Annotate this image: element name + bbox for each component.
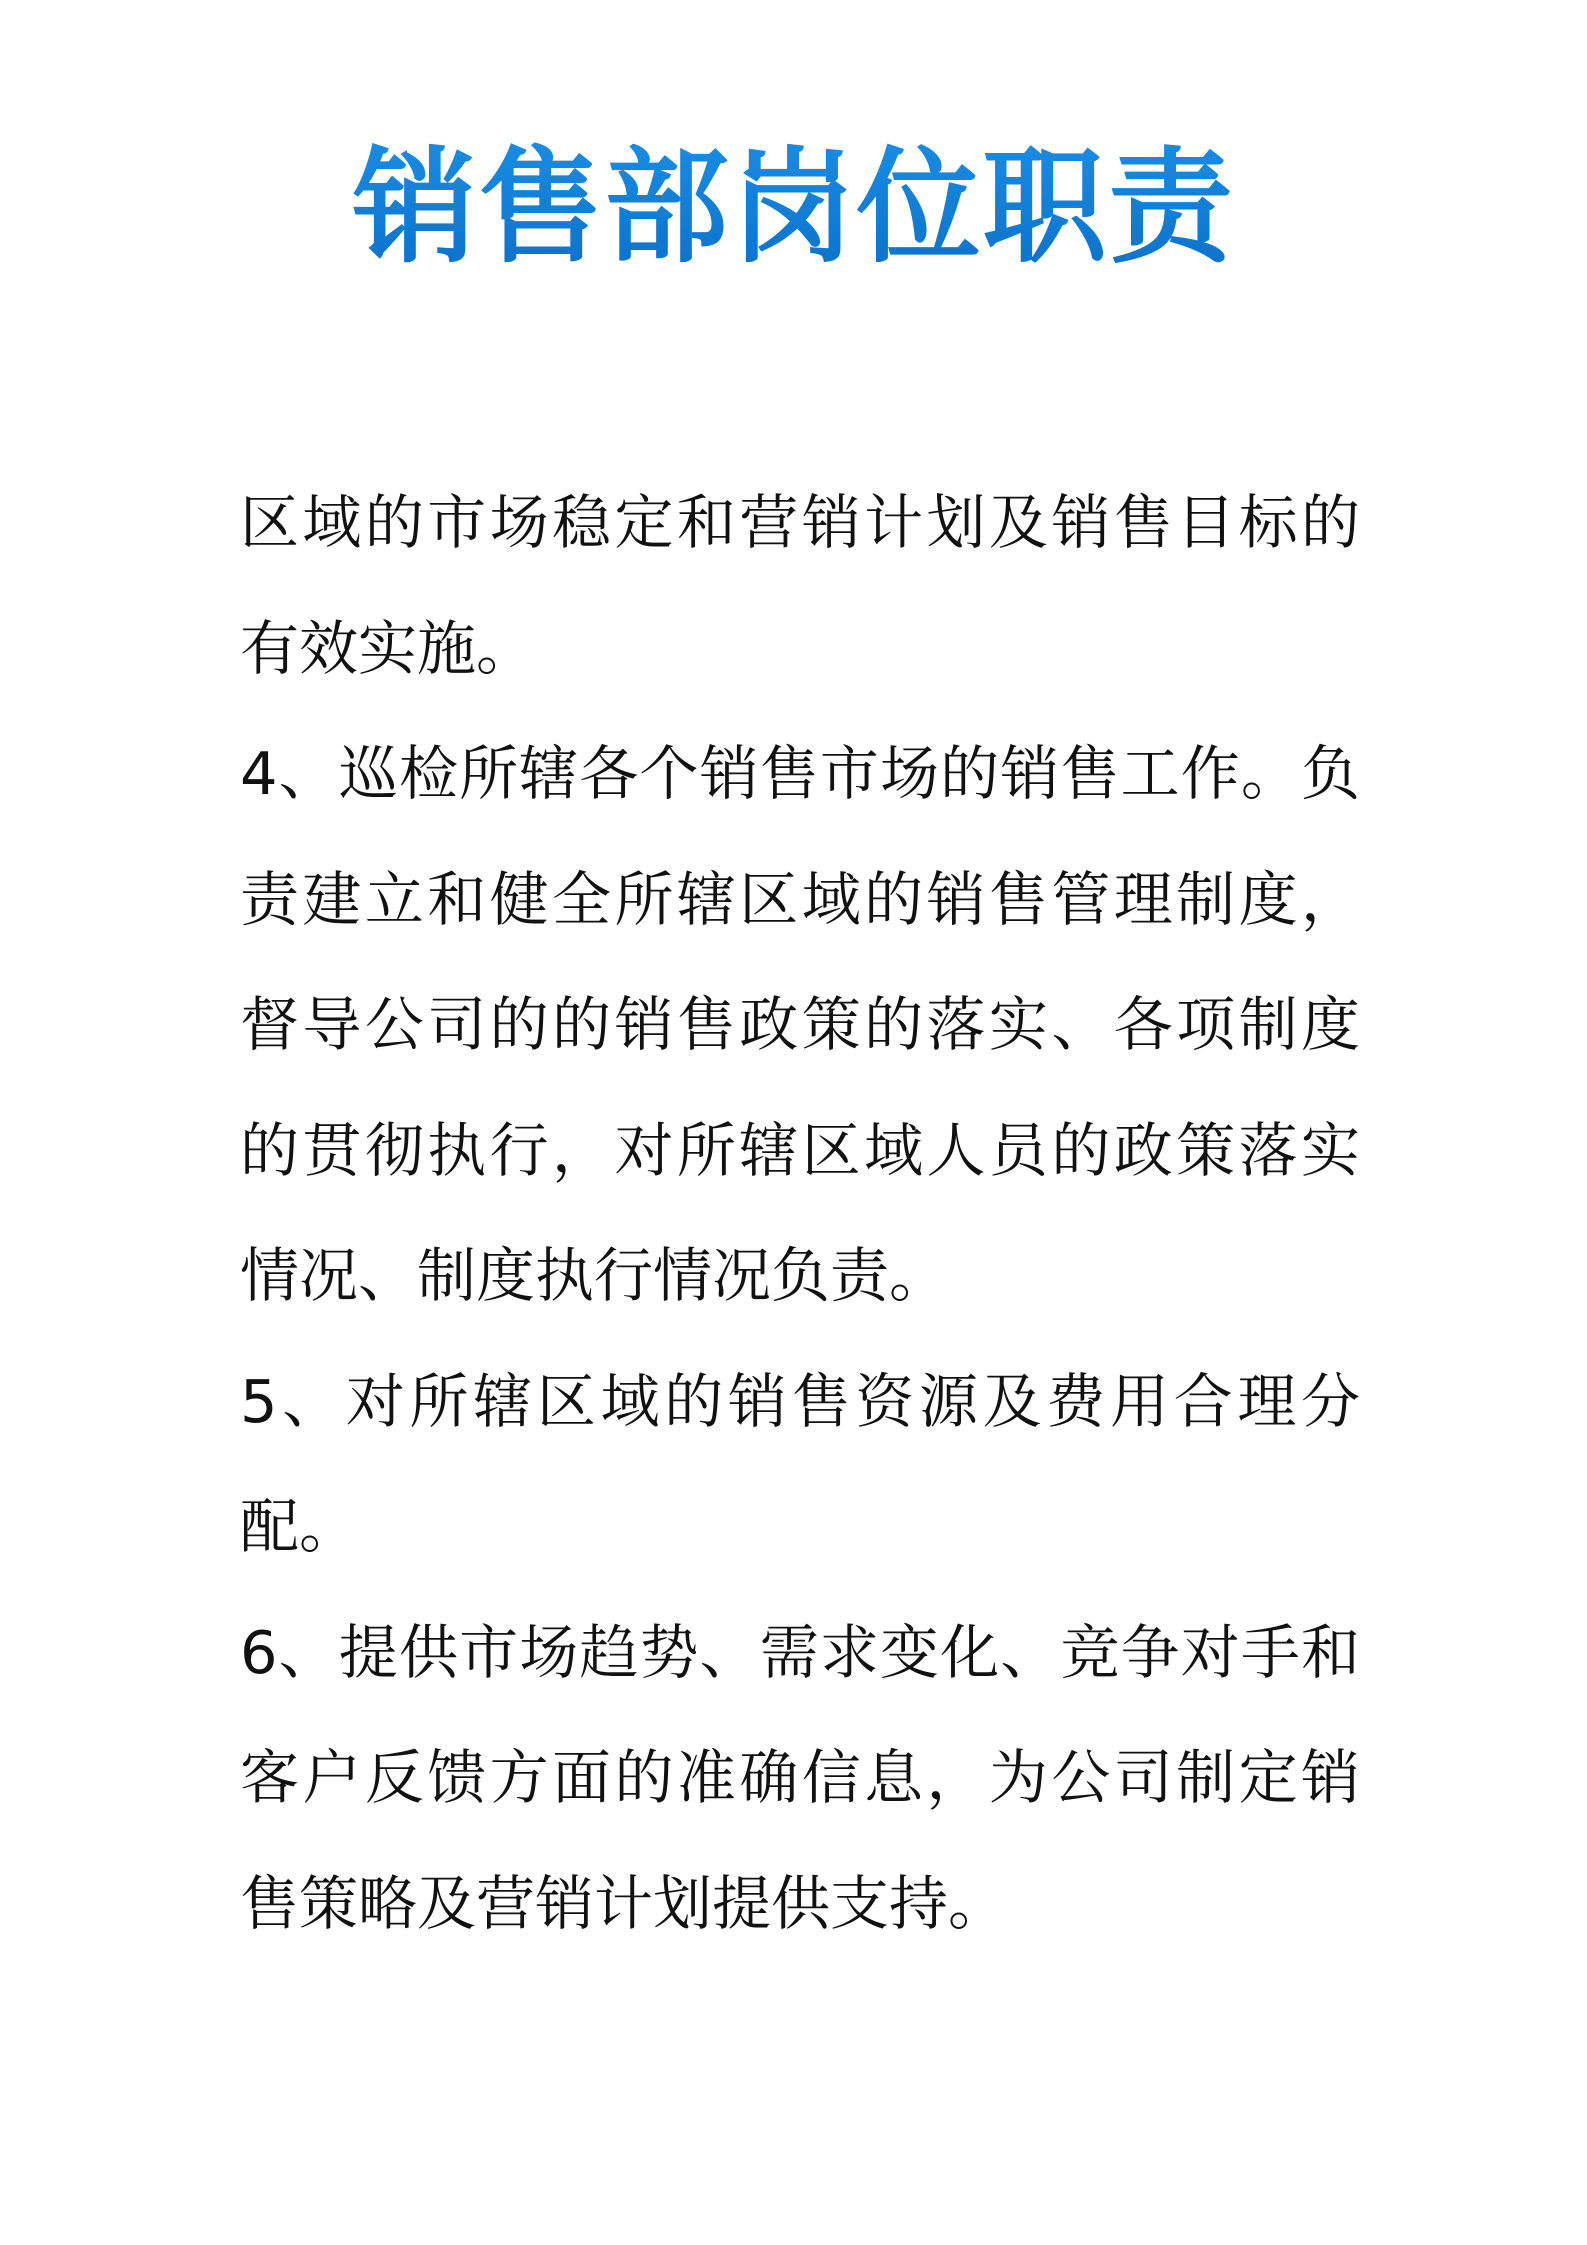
- paragraph-2: 4、巡检所辖各个销售市场的销售工作。负责建立和健全所辖区域的销售管理制度，督导公司的的销售政策的落实、各项制度的贯彻执行，对所辖区域人员的政策落实情况、制度执行情况负责。: [240, 739, 1360, 1310]
- paragraph-1: 区域的市场稳定和营销计划及销售目标的有效实施。: [240, 488, 1360, 683]
- page-title: 销售部岗位职责: [0, 128, 1587, 288]
- paragraph-4: 6、提供市场趋势、需求变化、竞争对手和客户反馈方面的准确信息，为公司制定销售策略及营销计划提供支持。: [240, 1617, 1360, 1938]
- paragraph-3: 5、对所辖区域的销售资源及费用合理分配。: [240, 1366, 1360, 1561]
- document-body: [240, 460, 1360, 1966]
